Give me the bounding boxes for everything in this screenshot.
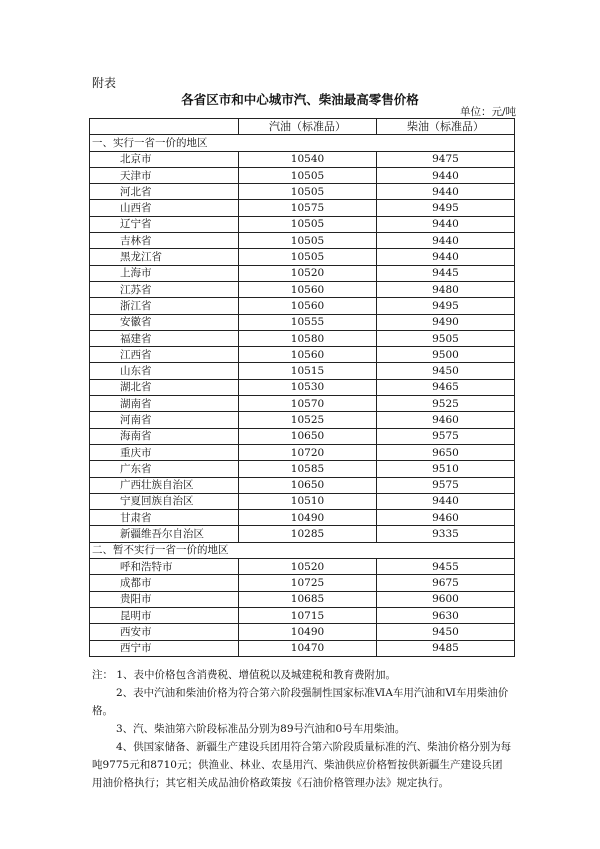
gasoline-price-cell: 10715 — [239, 607, 377, 623]
page-title: 各省区市和中心城市汽、柴油最高零售价格 — [181, 92, 419, 107]
table-row — [90, 575, 515, 591]
table-row — [90, 249, 515, 265]
gasoline-price-cell: 10525 — [239, 412, 377, 428]
diesel-price-cell: 9440 — [377, 249, 515, 265]
gasoline-price-cell: 10580 — [239, 330, 377, 346]
diesel-price-cell: 9465 — [377, 379, 515, 395]
region-cell: 湖南省 — [90, 396, 239, 412]
gasoline-price-cell: 10560 — [239, 298, 377, 314]
region-cell: 海南省 — [90, 428, 239, 444]
region-cell: 西安市 — [90, 624, 239, 640]
diesel-price-cell: 9440 — [377, 233, 515, 249]
table-row — [90, 379, 515, 395]
gasoline-price-cell: 10520 — [239, 265, 377, 281]
region-cell: 安徽省 — [90, 314, 239, 330]
table-row — [90, 167, 515, 183]
note-3: 3、汽、柴油第六阶段标准品分别为89号汽油和0号车用柴油。 — [116, 723, 406, 735]
region-cell: 湖北省 — [90, 379, 239, 395]
table-row — [90, 526, 515, 542]
gasoline-price-cell: 10530 — [239, 379, 377, 395]
header-gasoline: 汽油（标准品） — [239, 119, 377, 135]
diesel-price-cell: 9440 — [377, 493, 515, 509]
table-row — [90, 559, 515, 575]
region-cell: 北京市 — [90, 151, 239, 167]
gasoline-price-cell: 10685 — [239, 591, 377, 607]
diesel-price-cell: 9460 — [377, 412, 515, 428]
table-row — [90, 607, 515, 623]
diesel-price-cell: 9575 — [377, 428, 515, 444]
region-cell: 河北省 — [90, 184, 239, 200]
diesel-price-cell: 9630 — [377, 607, 515, 623]
section-row-2 — [90, 542, 515, 558]
region-cell: 贵阳市 — [90, 591, 239, 607]
table-row — [90, 330, 515, 346]
gasoline-price-cell: 10575 — [239, 200, 377, 216]
unit-label: 单位：元/吨 — [459, 106, 516, 118]
appendix-label: 附表 — [92, 76, 117, 90]
table-row — [90, 233, 515, 249]
gasoline-price-cell: 10725 — [239, 575, 377, 591]
region-cell: 新疆维吾尔自治区 — [90, 526, 239, 542]
gasoline-price-cell: 10505 — [239, 249, 377, 265]
table-row — [90, 640, 515, 656]
gasoline-price-cell: 10285 — [239, 526, 377, 542]
region-cell: 西宁市 — [90, 640, 239, 656]
gasoline-price-cell: 10560 — [239, 347, 377, 363]
region-cell: 成都市 — [90, 575, 239, 591]
diesel-price-cell: 9575 — [377, 477, 515, 493]
gasoline-price-cell: 10490 — [239, 510, 377, 526]
gasoline-price-cell: 10650 — [239, 428, 377, 444]
region-cell: 昆明市 — [90, 607, 239, 623]
table-row — [90, 444, 515, 460]
table-row — [90, 493, 515, 509]
table-row — [90, 298, 515, 314]
note-2: 2、表中汽油和柴油价格为符合第六阶段强制性国家标准ⅥA车用汽油和Ⅵ车用柴油价格。 — [92, 687, 509, 717]
gasoline-price-cell: 10520 — [239, 559, 377, 575]
table-row — [90, 624, 515, 640]
gasoline-price-cell: 10510 — [239, 493, 377, 509]
diesel-price-cell: 9455 — [377, 559, 515, 575]
diesel-price-cell: 9485 — [377, 640, 515, 656]
region-cell: 甘肃省 — [90, 510, 239, 526]
diesel-price-cell: 9495 — [377, 200, 515, 216]
diesel-price-cell: 9440 — [377, 184, 515, 200]
diesel-price-cell: 9500 — [377, 347, 515, 363]
gasoline-price-cell: 10570 — [239, 396, 377, 412]
gasoline-price-cell: 10585 — [239, 461, 377, 477]
table-row — [90, 591, 515, 607]
table-header-row — [90, 119, 515, 135]
region-cell: 宁夏回族自治区 — [90, 493, 239, 509]
region-cell: 辽宁省 — [90, 216, 239, 232]
gasoline-price-cell: 10540 — [239, 151, 377, 167]
gasoline-price-cell: 10560 — [239, 281, 377, 297]
table-row — [90, 216, 515, 232]
table-row — [90, 510, 515, 526]
table-row — [90, 314, 515, 330]
diesel-price-cell: 9650 — [377, 444, 515, 460]
diesel-price-cell: 9335 — [377, 526, 515, 542]
region-cell: 黑龙江省 — [90, 249, 239, 265]
region-cell: 呼和浩特市 — [90, 559, 239, 575]
gasoline-price-cell: 10515 — [239, 363, 377, 379]
notes — [92, 666, 512, 792]
diesel-price-cell: 9440 — [377, 167, 515, 183]
section-label-2: 二、暂不实行一省一价的地区 — [90, 542, 515, 558]
diesel-price-cell: 9475 — [377, 151, 515, 167]
diesel-price-cell: 9675 — [377, 575, 515, 591]
table-row — [90, 428, 515, 444]
region-cell: 河南省 — [90, 412, 239, 428]
table-row — [90, 200, 515, 216]
note-4: 4、供国家储备、新疆生产建设兵团用符合第六阶段质量标准的汽、柴油价格分别为每吨9775元和8710元；供渔业、林业、农垦用汽、柴油供应价格暂按供新疆生产建设兵团用油价格执行；其它相关成品油价格政策按《石油价格管理办法》规定执行。 — [92, 741, 512, 789]
region-cell: 山西省 — [90, 200, 239, 216]
region-cell: 福建省 — [90, 330, 239, 346]
header-region — [90, 119, 239, 135]
table-row — [90, 412, 515, 428]
section-label-1: 一、实行一省一价的地区 — [90, 135, 515, 151]
header-diesel: 柴油（标准品） — [377, 119, 515, 135]
region-cell: 重庆市 — [90, 444, 239, 460]
region-cell: 广东省 — [90, 461, 239, 477]
region-cell: 江苏省 — [90, 281, 239, 297]
gasoline-price-cell: 10555 — [239, 314, 377, 330]
region-cell: 上海市 — [90, 265, 239, 281]
diesel-price-cell: 9445 — [377, 265, 515, 281]
gasoline-price-cell: 10720 — [239, 444, 377, 460]
diesel-price-cell: 9525 — [377, 396, 515, 412]
diesel-price-cell: 9505 — [377, 330, 515, 346]
table-row — [90, 347, 515, 363]
region-cell: 广西壮族自治区 — [90, 477, 239, 493]
gasoline-price-cell: 10505 — [239, 216, 377, 232]
gasoline-price-cell: 10650 — [239, 477, 377, 493]
region-cell: 天津市 — [90, 167, 239, 183]
diesel-price-cell: 9495 — [377, 298, 515, 314]
price-table — [89, 118, 515, 657]
table-row — [90, 461, 515, 477]
gasoline-price-cell: 10505 — [239, 184, 377, 200]
gasoline-price-cell: 10505 — [239, 233, 377, 249]
diesel-price-cell: 9450 — [377, 624, 515, 640]
diesel-price-cell: 9440 — [377, 216, 515, 232]
diesel-price-cell: 9450 — [377, 363, 515, 379]
region-cell: 吉林省 — [90, 233, 239, 249]
region-cell: 浙江省 — [90, 298, 239, 314]
region-cell: 山东省 — [90, 363, 239, 379]
table-row — [90, 281, 515, 297]
gasoline-price-cell: 10470 — [239, 640, 377, 656]
diesel-price-cell: 9480 — [377, 281, 515, 297]
table-row — [90, 477, 515, 493]
table-row — [90, 184, 515, 200]
table-row — [90, 363, 515, 379]
diesel-price-cell: 9510 — [377, 461, 515, 477]
table-row — [90, 396, 515, 412]
diesel-price-cell: 9600 — [377, 591, 515, 607]
region-cell: 江西省 — [90, 347, 239, 363]
gasoline-price-cell: 10505 — [239, 167, 377, 183]
table-row — [90, 151, 515, 167]
section-row-1 — [90, 135, 515, 151]
note-1: 注： 1、表中价格包含消费税、增值税以及城建税和教育费附加。 — [92, 669, 397, 681]
diesel-price-cell: 9460 — [377, 510, 515, 526]
gasoline-price-cell: 10490 — [239, 624, 377, 640]
table-row — [90, 265, 515, 281]
diesel-price-cell: 9490 — [377, 314, 515, 330]
